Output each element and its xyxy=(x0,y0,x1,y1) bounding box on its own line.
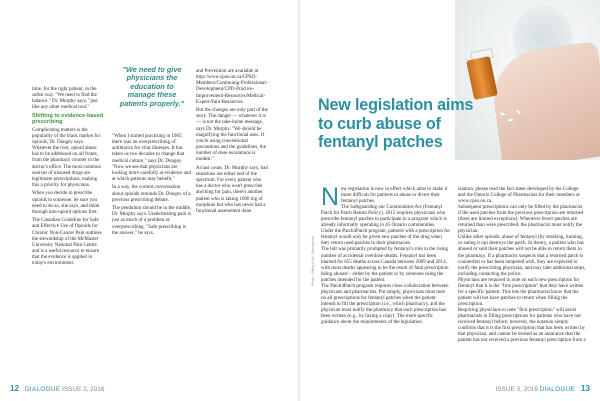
pull-quote: "We need to give physicians the education to manage these patients properly." xyxy=(119,65,185,108)
body-paragraph: The Canadian Guideline for Safe and Effective Use of Opioids for Chronic Non-Cancer Pain outlines the stewardship of the McMaster University National Pain Centre and is a useful resource to ensure that the evidence is applied in today's environment. xyxy=(32,217,102,267)
page-number: 13 xyxy=(580,384,590,393)
body-paragraph: Under the Patch4Patch program, patients with a prescription for fentanyl would only be given new patches of the drug when they return used patches to their pharmacies. xyxy=(321,228,451,247)
body-paragraph: Requiring physicians to note "first prescription" will assist pharmacists in filling prescriptions for patients who have not received fentanyl before; however, the notation simply confirms that it is the first prescription that has been written by that physician, and cannot be treated as an assurance that the patient has not received a previous fentanyl prescription from a xyxy=(458,306,586,344)
body-paragraph: In a way, the current conversation about opioids reminds Dr. Dungey of a previous prescribing debate. xyxy=(112,184,191,203)
page-number: 12 xyxy=(10,384,20,393)
body-paragraph: Subsequent prescriptions can only be filled by the pharmacist if the used patches from the previous prescription are returned (there are limited exceptions). Whenever fewer patches are returned than were prescribed, the pharmacist must notify the physician. xyxy=(458,204,584,235)
body-paragraph: Physicians are required to note on each new prescription for fentanyl that it is the "first prescription" that they have written for a specific patient. This lets the pharmacist know that the patient will not have patches to return when filling the prescription. xyxy=(458,276,584,307)
body-paragraph: "When I started practising in 1985, there was an overprescribing of antibiotics for viral illnesses. It has taken us two decades to change that medical culture," says Dr. Dungey. "Now we see that physicians are looking more carefully at evidence and at which patients may benefit." xyxy=(112,133,191,183)
body-paragraph: The pendulum should be in the middle, Dr. Murphy says. Undertreating pain is just as much of a problem as overprescribing. "Safe prescribing is the answer," he says. xyxy=(112,205,192,236)
lead-text: ew legislation is now in effect which aims to make it more difficult for patients to abuse or divert their fentanyl patches. xyxy=(341,186,448,205)
right-column-2 xyxy=(458,186,586,343)
right-page-footer xyxy=(300,384,590,396)
body-paragraph: Unlike other opioids, abuse of fentanyl (by smoking, burning, or eating it up) destroys the patch. In theory, a patient who has abused or sold their patches will not be able to return them to the pharmacy. If a pharmacist suspects that a returned patch is counterfeit or has been tampered with, they are expected to notify the prescribing physician, and may take additional steps, including contacting the police. xyxy=(458,234,586,277)
body-paragraph: time, for the right patient, in the safest way. "We need to find the balance," Dr. Murphy says, "just like any other medical tool." xyxy=(32,86,98,111)
body-paragraph: The bill was primarily prompted by fentanyl's role in the rising number of accidental overdose deaths. Fentanyl has been blamed for 655 deaths across Canada between 2009 and 2014, with most deaths appearing to be the result of fatal prescription being abused – either by the patient or by someone using the patches intended for the patient. xyxy=(321,246,449,283)
body-paragraph: The Patch4Patch program requires close collaboration between physicians and pharmacists. Put simply, physicians must note on all prescriptions for fentanyl patches when the patient intends to fill the prescription (i.e., which pharmacy), and the physician must notify the pharmacy that each prescription has been written (e.g., by faxing a copy). The more specific guidance about the requirements of the legislation xyxy=(321,282,449,326)
pill-bottle-icon xyxy=(466,56,498,100)
lead-paragraph xyxy=(321,183,451,211)
issue-label: ISSUE 3, 2016 xyxy=(495,386,538,393)
body-paragraph: The Safeguarding our Communities Act (Fentanyl Patch for Patch Return Policy), 2015 requires physicians who prescribe fentanyl patches to participate in a program which is already informally operating in 45 Ontario communities. xyxy=(321,204,447,229)
article-headline: New legislation aims to curb abuse of fentanyl patches xyxy=(318,96,474,152)
body-paragraph: Complicating matters is the popularity of the black market for opioids, Dr. Dungey says. Whatever the root, opioid abuse has to be addressed on all fronts, from the pharmacy counter to the doctor's office. The most common sources of misused drugs are legitimate prescriptions, making this a priority for physicians. xyxy=(32,126,101,189)
photo-credit: Photo: Sitting Bull / iStockphoto xyxy=(311,235,315,286)
body-paragraph: At last count, Dr. Murphy says, bad situations are either end of the spectrum. For every patient who has a doctor who won't prescribe anything for pain, there's another patient who is taking 1000 mg of morphine but who has never had a functional assessment done. xyxy=(196,164,268,214)
left-column-2 xyxy=(112,133,192,238)
body-paragraph: islation, please read the fact sheet developed by the College and the Ontario College of Pharmacists for their members at www.cpso.on.ca. xyxy=(458,186,580,205)
body-paragraph: When you decide to prescribe opioids to someone, be sure you need to do so, she says, and think through non-opioid options first. xyxy=(32,190,100,215)
drop-cap: N xyxy=(321,183,340,211)
left-column-1 xyxy=(32,86,104,269)
hand xyxy=(488,41,600,160)
right-column-1 xyxy=(321,183,451,326)
section-heading: Shifting to evidence-based prescribing xyxy=(32,112,104,126)
issue-label: ISSUE 3, 2016 xyxy=(62,386,105,393)
left-page-footer xyxy=(10,384,295,396)
magazine-name: DIALOGUE xyxy=(539,386,576,393)
body-paragraph: But the changes are only part of the story. The danger — whatever it is — is not the take-home message, says Dr. Murphy. "We should be magnifying the functional uses. If you're using conventional precautions and the guidelines, the number of dose escalations is modest." xyxy=(196,107,268,163)
magazine-name: DIALOGUE xyxy=(24,386,61,393)
left-column-3 xyxy=(196,68,268,216)
body-paragraph: and Prevention are available at http://www.cpso.on.ca/CPSO-Members/Continuing-Professional-Development/CPD-Practice-Improvement-Resources/Medical-Expert-Pain-Resources. xyxy=(196,68,268,105)
